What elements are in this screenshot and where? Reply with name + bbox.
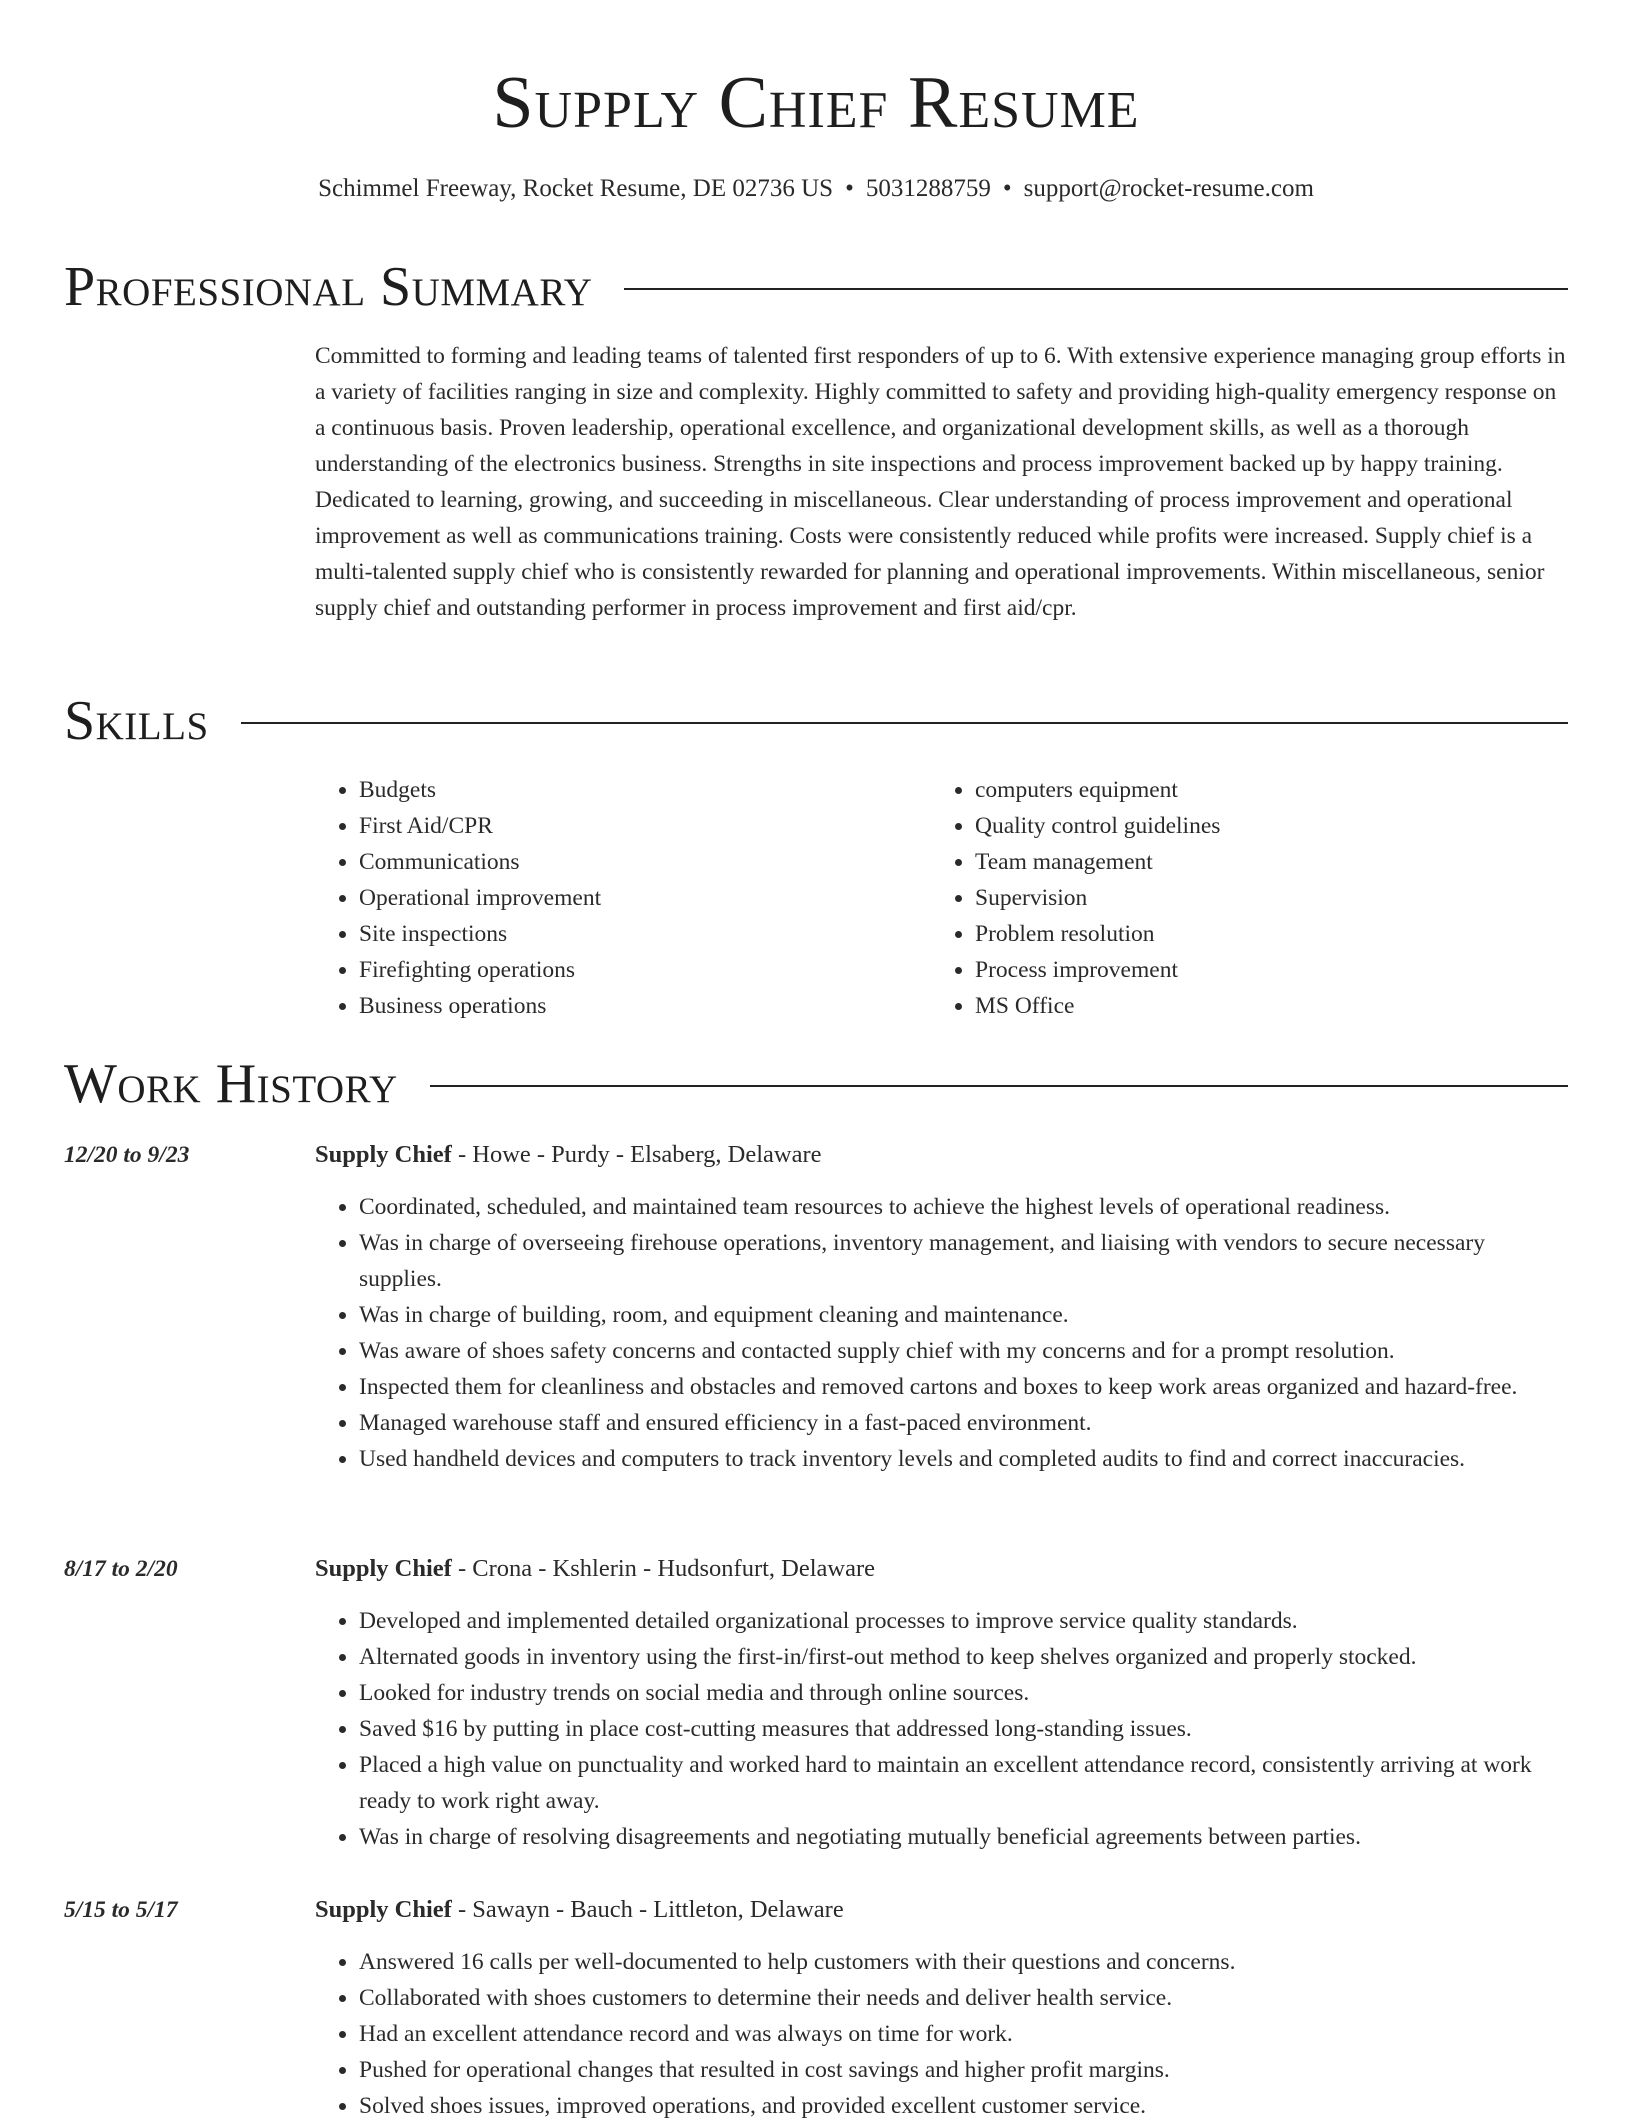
skill-item: • Site inspections (359, 916, 931, 952)
skill-item: • Quality control guidelines (975, 808, 1547, 844)
job-bullet: • Managed warehouse staff and ensured efficiency in a fast-paced environment. (359, 1405, 1568, 1441)
job-bullet: • Collaborated with shoes customers to determine their needs and deliver health service. (359, 1980, 1568, 2016)
skills-column-left (315, 772, 931, 1024)
skill-item: • MS Office (975, 988, 1547, 1024)
contact-line (0, 172, 1632, 206)
skill-item: • Firefighting operations (359, 952, 931, 988)
summary-heading: Professional Summary (64, 256, 593, 318)
job-dates: 8/17 to 2/20 (64, 1556, 178, 1582)
job-bullet: • Was in charge of resolving disagreements and negotiating mutually beneficial agreements between parties. (359, 1819, 1568, 1855)
work-history-heading: Work History (64, 1053, 398, 1115)
job-company: - Sawayn - Bauch - Littleton, Delaware (451, 1896, 844, 1923)
contact-email: support@rocket-resume.com (1023, 175, 1314, 202)
skill-item: • Budgets (359, 772, 931, 808)
job-bullets (315, 1189, 1568, 1477)
skills-heading: Skills (64, 690, 209, 752)
skill-item: • Communications (359, 844, 931, 880)
section-divider (624, 288, 1568, 290)
job-bullet: • Looked for industry trends on social media and through online sources. (359, 1675, 1568, 1711)
skill-item: • Operational improvement (359, 880, 931, 916)
summary-text: Committed to forming and leading teams of talented first responders of up to 6. With extensive experience managing group efforts in a variety of facilities ranging in size and complexity. Highly committed to safety and providing high-quality emergency response on a continuous basis. Proven leadership, operational excellence, and organizational development skills, as well as a thorough understanding of the electronics business. Strengths in site inspections and process improvement backed up by happy training. Dedicated to learning, growing, and succeeding in miscellaneous. Clear understanding of process improvement and operational improvement as well as communications training. Costs were consistently reduced while profits were increased. Supply chief is a multi-talented supply chief who is consistently rewarded for planning and operational improvements. Within miscellaneous, senior supply chief and outstanding performer in process improvement and first aid/cpr. (315, 343, 1566, 621)
skill-item: • Business operations (359, 988, 931, 1024)
job-company: - Howe - Purdy - Elsaberg, Delaware (451, 1141, 822, 1168)
contact-separator: • (1002, 175, 1012, 202)
job-bullet: • Inspected them for cleanliness and obstacles and removed cartons and boxes to keep work areas organized and hazard-free. (359, 1369, 1568, 1405)
job-bullet: • Placed a high value on punctuality and worked hard to maintain an excellent attendance record, consistently arriving at work ready to work right away. (359, 1747, 1568, 1819)
job-bullets (315, 1603, 1568, 1855)
job-bullet: • Pushed for operational changes that resulted in cost savings and higher profit margins. (359, 2052, 1568, 2088)
job-dates: 5/15 to 5/17 (64, 1897, 178, 1923)
job-bullet: • Was aware of shoes safety concerns and contacted supply chief with my concerns and for a prompt resolution. (359, 1333, 1568, 1369)
job-bullet: • Was in charge of overseeing firehouse operations, inventory management, and liaising with vendors to secure necessary supplies. (359, 1225, 1568, 1297)
job-bullets (315, 1944, 1568, 2124)
job-role (315, 1551, 875, 1587)
job-bullet: • Answered 16 calls per well-documented to help customers with their questions and concerns. (359, 1944, 1568, 1980)
job-title: Supply Chief (315, 1555, 452, 1582)
job-bullet: • Coordinated, scheduled, and maintained team resources to achieve the highest levels of operational readiness. (359, 1189, 1568, 1225)
summary-section-header (64, 252, 1568, 322)
job-bullet: • Solved shoes issues, improved operations, and provided excellent customer service. (359, 2088, 1568, 2124)
work-history-section-header (64, 1049, 1568, 1119)
job-role (315, 1137, 822, 1173)
job-company: - Crona - Kshlerin - Hudsonfurt, Delaware (451, 1555, 876, 1582)
job-bullet: • Saved $16 by putting in place cost-cutting measures that addressed long-standing issues. (359, 1711, 1568, 1747)
job-bullet: • Used handheld devices and computers to track inventory levels and completed audits to find and correct inaccuracies. (359, 1441, 1568, 1477)
skill-item: • Team management (975, 844, 1547, 880)
section-divider (430, 1085, 1568, 1087)
job-bullet: • Was in charge of building, room, and equipment cleaning and maintenance. (359, 1297, 1568, 1333)
skills-list (315, 772, 1567, 1024)
job-bullet: • Had an excellent attendance record and was always on time for work. (359, 2016, 1568, 2052)
contact-phone: 5031288759 (865, 175, 991, 202)
job-dates: 12/20 to 9/23 (64, 1142, 190, 1168)
job-role (315, 1892, 844, 1928)
resume-title: Supply Chief Resume (492, 62, 1140, 144)
contact-separator: • (845, 175, 854, 202)
skill-item: • Supervision (975, 880, 1547, 916)
skill-item: • Problem resolution (975, 916, 1547, 952)
skills-section-header (64, 686, 1568, 756)
contact-address: Schimmel Freeway, Rocket Resume, DE 02736 US (318, 175, 834, 202)
skill-item: • First Aid/CPR (359, 808, 931, 844)
skills-column-right (931, 772, 1547, 1024)
job-title: Supply Chief (315, 1141, 452, 1168)
job-bullet: • Alternated goods in inventory using the first-in/first-out method to keep shelves organized and properly stocked. (359, 1639, 1568, 1675)
job-title: Supply Chief (315, 1896, 452, 1923)
job-bullet: • Developed and implemented detailed organizational processes to improve service quality standards. (359, 1603, 1568, 1639)
skill-item: • computers equipment (975, 772, 1547, 808)
skill-item: • Process improvement (975, 952, 1547, 988)
section-divider (241, 722, 1568, 724)
